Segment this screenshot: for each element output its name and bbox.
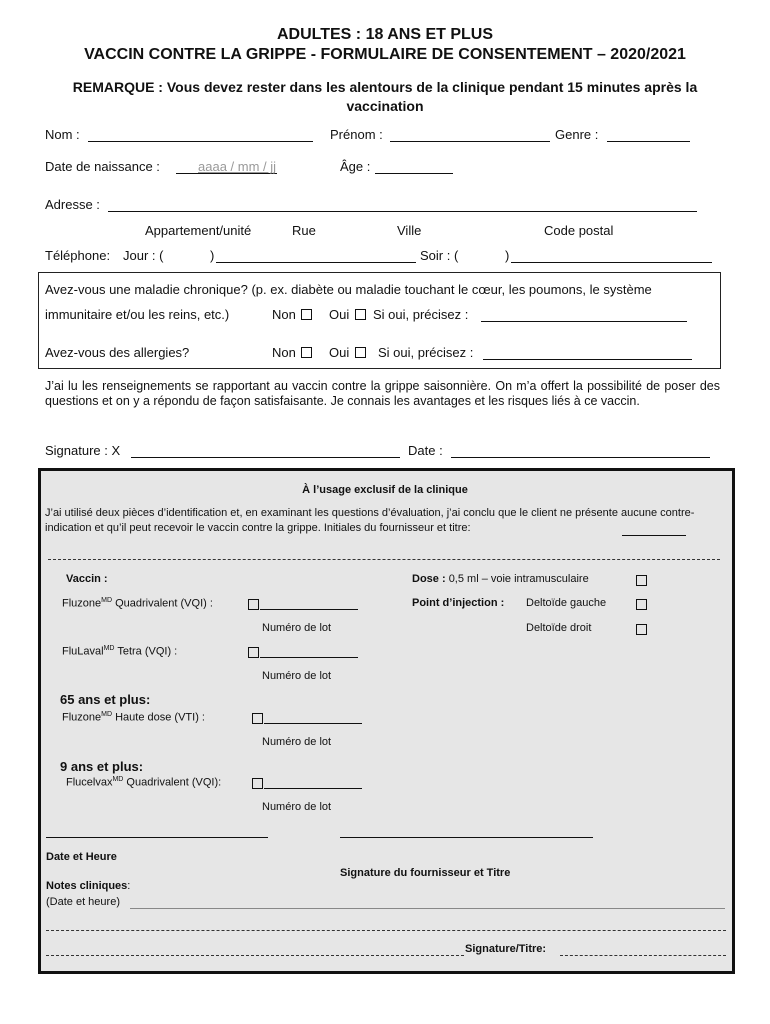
flulaval-name: FluLaval [62,645,104,658]
prenom-field[interactable] [390,141,550,142]
allergies-question: Avez-vous des allergies? [45,345,190,360]
deltoide-gauche-checkbox[interactable] [636,599,647,610]
notes-line-2[interactable] [46,930,726,931]
allergies-non-label: Non [272,345,296,360]
remark-note: REMARQUE : Vous devez rester dans les alentours de la clinique pendant 15 minutes après la vaccination [72,79,698,114]
dose-label: Dose : [412,573,446,585]
age65-heading: 65 ans et plus: [60,692,151,707]
dob-label: Date de naissance : [45,159,160,174]
chronic-non-checkbox[interactable] [301,309,312,320]
flucelvax-name: Flucelvax [66,776,113,789]
notes-date-label: (Date et heure) [46,896,120,908]
date-heure-label: Date et Heure [46,851,117,863]
jour-label: Jour : ( [123,248,164,263]
flucelvax-type: Quadrivalent (VQI): [126,776,222,789]
dob-placeholder: aaaa / mm / jj [198,159,277,174]
flucelvax-lot-field[interactable] [264,788,362,789]
signature-label: Signature : X [45,443,121,458]
chronic-question-line1: Avez-vous une maladie chronique? (p. ex. diabète ou maladie touchant le cœur, les poumons, le système [45,282,652,297]
age-label: Âge : [340,159,371,174]
flulaval-checkbox[interactable] [248,647,259,658]
chronic-oui-label: Oui [329,307,350,322]
chronic-precisez-field[interactable] [481,321,687,322]
prenom-label: Prénom : [330,127,383,142]
clinic-statement: J’ai utilisé deux pièces d’identification et, en examinant les questions d’évaluation, j’ai conclu que le client ne présente aucune contre-indication et qu’il peut recevoir le vaccin contre la grippe. Initiales du fournisseur et titre: [45,507,695,534]
flucelvax-checkbox[interactable] [252,778,263,789]
lot-label-4: Numéro de lot [262,801,332,813]
notes-line-1[interactable] [130,908,725,909]
vaccin-label: Vaccin : [66,573,108,585]
allergies-oui-checkbox[interactable] [355,347,366,358]
phone-evening-field[interactable] [511,262,712,263]
code-postal-label: Code postal [544,223,614,238]
clinic-divider [48,559,720,560]
soir-close: ) [505,248,510,263]
genre-label: Genre : [555,127,599,142]
point-injection-label: Point d’injection : [412,597,505,609]
deltoide-gauche-label: Deltoïde gauche [526,597,607,609]
adresse-field[interactable] [108,211,697,212]
form-title: VACCIN CONTRE LA GRIPPE - FORMULAIRE DE CONSENTEMENT – 2020/2021 [84,46,686,63]
adresse-label: Adresse : [45,197,100,212]
fluzone-hd-checkbox[interactable] [252,713,263,724]
sig-titre-field[interactable] [560,955,726,956]
age-field[interactable] [375,173,453,174]
phone-day-field[interactable] [216,262,416,263]
rue-label: Rue [292,223,316,238]
appartement-label: Appartement/unité [145,223,252,238]
jour-close: ) [210,248,215,263]
allergies-precisez-label: Si oui, précisez : [378,345,474,360]
sig-fournisseur-label: Signature du fournisseur et Titre [340,867,511,879]
telephone-label: Téléphone: [45,248,111,263]
genre-field[interactable] [607,141,690,142]
fluzone-hd-lot-field[interactable] [264,723,362,724]
fluzone-hd-type: Haute dose (VTI) : [115,711,205,724]
fluzone-hd-md: MD [101,711,113,718]
allergies-oui-label: Oui [329,345,350,360]
ville-label: Ville [397,223,422,238]
signature-field[interactable] [131,457,400,458]
sig-titre-label: Signature/Titre: [465,943,547,955]
date-field[interactable] [451,457,710,458]
notes-label: Notes cliniques [46,880,128,892]
allergies-non-checkbox[interactable] [301,347,312,358]
flucelvax-md: MD [112,776,124,783]
age9-heading: 9 ans et plus: [60,759,144,774]
lot-label-3: Numéro de lot [262,736,332,748]
dose-value: 0,5 ml – voie intramusculaire [448,573,589,585]
notes-line-3[interactable] [46,955,464,956]
sig-fournisseur-field[interactable] [340,837,593,838]
lot-label-1: Numéro de lot [262,622,332,634]
nom-field[interactable] [88,141,313,142]
date-label: Date : [408,443,443,458]
consent-statement: J’ai lu les renseignements se rapportant au vaccin contre la grippe saisonnière. On m’a offert la possibilité de poser des questions et on y a répondu de façon satisfaisante. Je connais les avantages et les risques liés à ce vaccin. [45,379,720,408]
nom-label: Nom : [45,127,80,142]
fluzone-qiv-md: MD [101,597,113,604]
flulaval-md: MD [103,645,115,652]
fluzone-qiv-checkbox[interactable] [248,599,259,610]
lot-label-2: Numéro de lot [262,670,332,682]
flulaval-type: Tetra (VQI) : [117,645,178,658]
soir-label: Soir : ( [420,248,459,263]
fluzone-qiv-type: Quadrivalent (VQI) : [115,597,213,610]
fluzone-qiv-name: Fluzone [62,597,102,610]
deltoide-droit-checkbox[interactable] [636,624,647,635]
fluzone-hd-name: Fluzone [62,711,102,724]
allergies-precisez-field[interactable] [483,359,692,360]
chronic-precisez-label: Si oui, précisez : [373,307,469,322]
chronic-non-label: Non [272,307,296,322]
chronic-oui-checkbox[interactable] [355,309,366,320]
dose-checkbox[interactable] [636,575,647,586]
flulaval-lot-field[interactable] [260,657,358,658]
notes-colon: : [127,880,131,892]
fluzone-qiv-lot-field[interactable] [260,609,358,610]
chronic-question-line2: immunitaire et/ou les reins, etc.) [45,307,230,322]
date-heure-field[interactable] [46,837,268,838]
deltoide-droit-label: Deltoïde droit [526,622,592,634]
form-title-age: ADULTES : 18 ANS ET PLUS [276,26,494,43]
initiales-field[interactable] [622,535,686,536]
clinic-heading: À l’usage exclusif de la clinique [302,484,468,496]
